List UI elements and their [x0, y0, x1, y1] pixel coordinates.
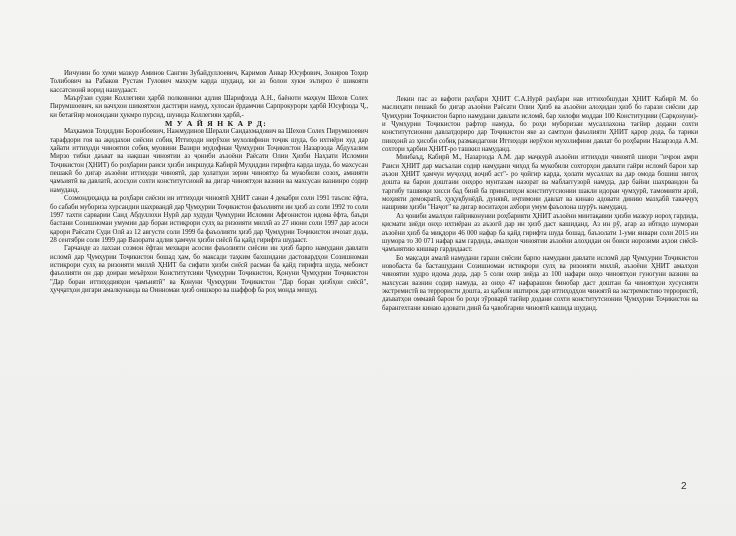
- page-number: 2: [681, 481, 687, 492]
- paragraph: Иичунин бо хуми мазкур Аминов Сангин Зубайдуллоевич, Каримов Анвар Юсуфович, Зокиров Тоҳир Толибович ва Рабаков Рустам Гулович махкум карда шуданд, ки аз болои хукм эътироз ё шикояти кассатсионй ворид нашудааст.: [50, 70, 368, 94]
- paragraph: Маърӯзаи судяи Коллегияи ҳарбӣ полковники адлия Шарифзода А.Н., баёноти маҳкум Шехов Солех Пирумшоевич, ки вачҳхои шикоятхои дастгири намуд, хулосаи ёрдамчии Сарпрокурори ҳарбӣ Юсуфзода Ҷ., ки бетағйир монондани ҳукмро пурсид, шунида Коллегияи ҳарбӣ,-: [50, 95, 368, 119]
- right-column: [382, 96, 698, 313]
- paragraph: Бо мақсади амалӣ намудани гарази сиёсии барпо намудани давлати исломӣ дар Ҷумҳурии Тоҷикистон новобаста ба басташудани Созишномаи истиқрори сулҳ ва ризоияти миллӣ, аъзоёни ҲНИТ амалҳои чиноятии худро идома дода, дар 5 соли охир зиёда аз 100 нафари онҳо чиноятҳои гуногуни вазнин ва махсусан вазнин содир намуда, аз онҳо 47 нафарашон бинобар даст доштан ба чиноятҳои хусусияти экстремистӣ ва террористи дошта, аз қабили иштирок дар иттиҳодҳои чиноятӣ ва экстремистию террористӣ, даъватҳои оммавӣ барои бо роҳи зӯроварӣ тағйир додани сохти конститутсионии Ҷумҳурии Тоҷикистон ва барангехтани кинаю адовати динӣ ба ҷавобгарии чиноятӣ кашида шуданд.: [382, 254, 698, 312]
- left-column: [50, 70, 368, 295]
- paragraph: Минбаъд, Кабирӣ М., Назарзода А.М. дар маҷкурӣ аъзоёни иттиҳоди чиноятӣ шиори "иҷрои амри Раиси ҲНИТ дар масъалаи содир намудани чиҳод ба мукобили сохторҳои давлати гайри исломӣ барои хар аъзои ҲНИТ ҳамчун муҷоҳид воҷиб аст"- ро ҷойгир карда, ҳолати мусаллах ва дар омода бошиш нигоҳ дошта ва барои доштани онҳоро мунтазам назорат ва маблағгузорӣ намуда, дар байни шахрвандон ба таргибу ташвиқи хисси бад бинӣ ба принсипҳои конститутсионии шакли идораи ҷумҳурӣ, тамомияти арзӣ, моҳияти демократӣ, ҳуқуқбунёдӣ, дунявӣ, иҷтимоии давлат ва кинаю адовати динию мазҳабӣ таваҷҷуҳ нашрияи ҳизби "Наҷот" ва дигар воситаҳои ахбори умум фаъолона шурӯъ намуданд.: [382, 154, 698, 212]
- section-heading: М У А Й Я Н К А Р Д:: [164, 119, 268, 129]
- paragraph: Аз ҷониби амалҳои ғайриконунии роҳбарияти ҲНИТ аъзоёни минтақавии ҳизби мазкур нороҳ гардида, қисмати зиёди онҳо ихтиёран аз аъзогӣ дар ин ҳизб даст кашиданд. Аз ин рӯ, агар аз ибтидо шумораи аъзоёни ҳизб ба миқдори 46 000 нафар ба қайд гирифта шуда бошад, баъзолати 1-уми январи соли 2015 ин шумора то 30 071 нафар кам гардида, амалҳои чиноятии аъзоёни алоҳидаи он боиси норозими аҳзои сиёсӣ-ҷамъиятию кишвар гардидааст.: [382, 212, 698, 254]
- paragraph: Маҳкамов Тоҳиддин Боронбоевич, Нажмудинов Шерали Саидахмадович ва Шехов Солех Пирумшоевич тарафдори гоя ва ақидахои сиёсии собиқ Иттиҳоди нерӯхои мухолифини тоҷик шуда, бо ихтиёри худ дар ҳайати иттиҳоди чиноятии собиқ муовини Вазири мудофиаи Ҷумҳурии Тоҷикистон Назарзода Абдухалим Мирзо тибки даъват ва нақшаи чиноятии аз ҷониби аъзоёни Раёсати Олии Ҳизби Наҳзати Исломии Тоҷикистон (ҲНИТ) бо роҳбарии раиси ҳизби зикршуда Кабирӣ Муҳиддин гирифта карда шуда, бо махсусан пешакӣ бо дигар аъзоёни иттиҳоди чиноятӣ, дар ҳолатҳои зерин чиноятҳо ба мукобили созоҳ, амнияти ҷамъиятӣ ва давлатӣ, асосҳои сохти конститутсионӣ ва дигар чиноятҳои вазнин ва махсусан вазнинро содир намуданд.: [50, 128, 368, 194]
- paragraph: Гарчанде аз лахзаи созмон ёфтан мехвари асосии фаъолияти сиёсии ин ҳизб барпо намудани давлати исломӣ дар Ҷумҳурии Тоҷикистон бошад ҳам, бо максади таҳким бахшидани дастовардҳои Созишномаи истиқрори сулҳ ва ризоияти миллӣ ҲНИТ ба сифати ҳизби сиёсӣ расман ба қайд гирифта шуда, мебоист фаъолияти он дар доираи меъёрхои Конститутсияи Ҷумҳурии Тоҷикистон, Қонуни Ҷумҳурии Тоҷикистон "Дар бораи иттиҳодияҳои ҷамъиятӣ" ва Қонуни Ҷумҳурии Тоҷикистон "Дар бораи ҳизбҳои сиёсӣ", ҳуҷҷатҳои дигари амалкунанда ва Оинномаи ҳизб оишкоро ва шаффоф ба роҳ монда мешуд.: [50, 245, 368, 294]
- paragraph: Созмондиҳанда ва роҳбари сиёсии ин иттиҳоди чиноятӣ ҲНИТ санаи 4 декабри соли 1991 таъсис ёфта, бо сабаби мубориза хурсандии шахрвандӣ дар Ҷумҳурии Тоҷикистон фаъолияти ин ҳизб аз соли 1992 то соли 1997 тахти сарварии Саид Абдуллохи Нурӣ дар худуди Ҷумҳурии Исломии Афғонистон идома ёфта, баъди бастани Созишномаи умумии дар бораи истиқрори сулҳ ва ризоияти миллӣ аз 27 июни соли 1997 дар асоси қарори Раёсати Суди Олӣ аз 12 августи соли 1999 ба фаъолияти ҳизб дар Ҷумҳурии Тоҷикистон ичозат дода, 28 сентябри соли 1999 дар Вазорати адлия ҳамчун ҳизби сиёсӣ ба қайд гирифта шудааст.: [50, 195, 369, 244]
- paragraph: Лекин пас аз вафоти раҳбари ҲНИТ С.А.Нурӣ раҳбари нав иттихобшудаи ҲНИТ Кабирӣ М. бо маслиҳати пешакӣ бо дигар аъзоёни Раёсати Олии Ҳизб ва аъзоёни алоҳидаи ҳизб бо гарази сиёсии дар Ҷумҳурии Тоҷикистон барпо намудани давлати исломӣ, бар хилофи моддаи 100 Конституцияи (Сарқонуни)-и Ҷумҳурии Тоҷикистон рафтор намуда, бо роҳи муборизаи мусаллахона тағйир додани сохти конститутсионии давлатдориро дар Тоҷикистон яке аз самтҳои фаъолияти ҲНИТ қарор дода, ба тарики пинҳонӣ аз ҳисоби собиқ размандагони Иттиҳоди нерӯхои мухолифини давлат бо роҳбарии Назарзода А.М. сохтори ҳарбии ҲНИТ-ро ташкил намуданд.: [382, 96, 698, 154]
